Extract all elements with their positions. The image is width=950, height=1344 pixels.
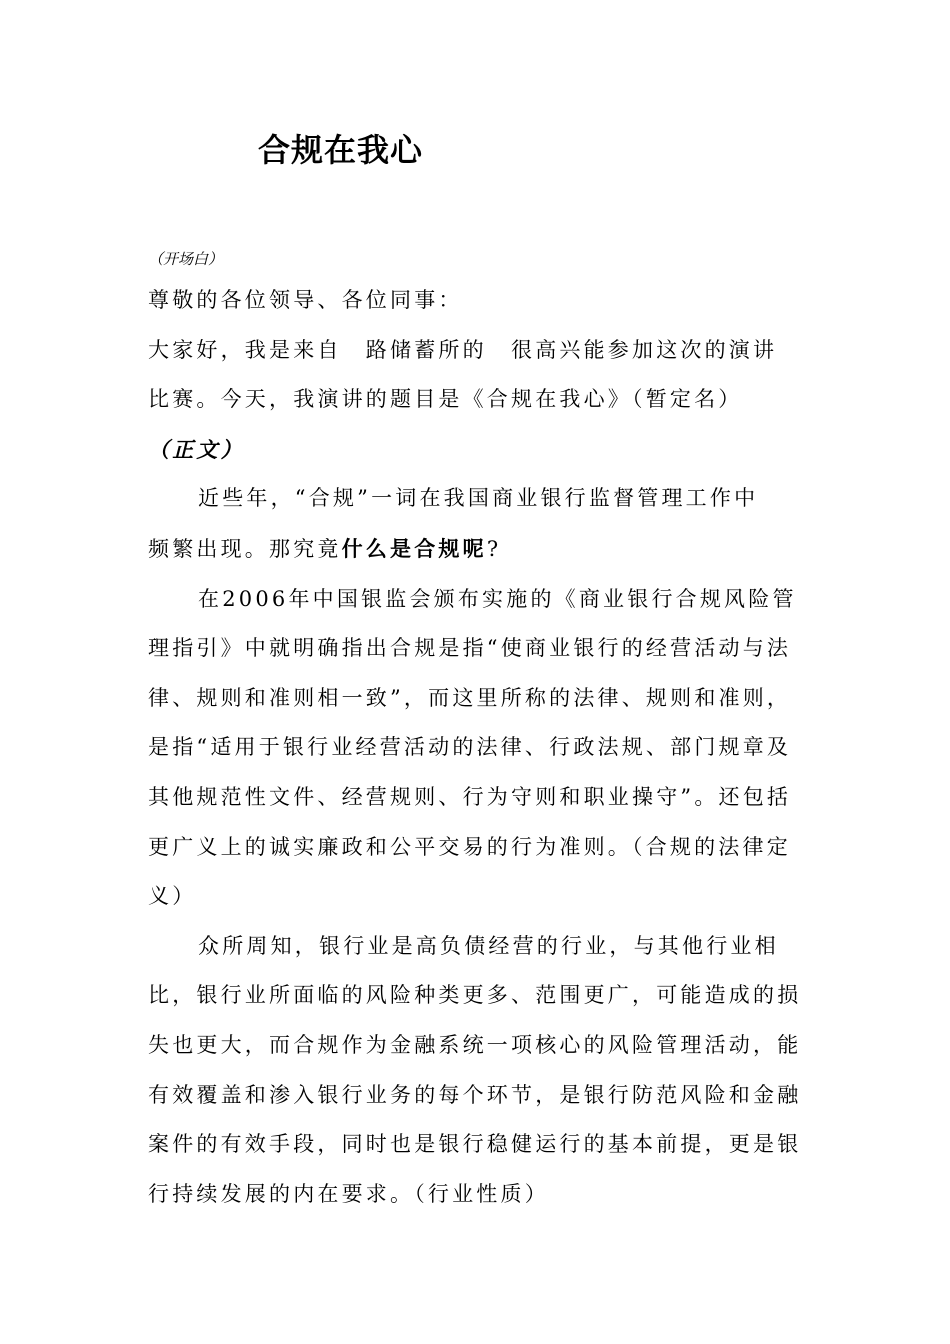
intro-line-2: 比赛。今天，我演讲的题目是《合规在我心》（暂定名）	[148, 387, 743, 412]
paragraph-1-line-2	[148, 524, 808, 575]
paragraph-1-line-1: 近些年，“合规”一词在我国商业银行监督管理工作中	[198, 486, 759, 511]
greeting: 尊敬的各位领导、各位同事：	[148, 288, 463, 312]
paragraph-1-text: 频繁出现。那究竟	[148, 536, 342, 561]
section-heading: （正文）	[148, 436, 245, 462]
paragraph-1-question-mark: ?	[486, 536, 502, 561]
document-body	[148, 246, 808, 1219]
paragraph-3: 众所周知，银行业是高负债经营的行业，与其他行业相比，银行业所面临的风险种类更多、范围更广，可能造成的损失也更大，而合规作为金融系统一项核心的风险管理活动，能有效覆盖和渗入银行业务的每个环节，是银行防范风险和金融案件的有效手段，同时也是银行稳健运行的基本前提，更是银行持续发展的内在要求。（行业性质）	[148, 933, 802, 1206]
paragraph-2: 在2006年中国银监会颁布实施的《商业银行合规风险管理指引》中就明确指出合规是指“使商业银行的经营活动与法律、规则和准则相一致”，而这里所称的法律、规则和准则，是指“适用于银行业经营活动的法律、行政法规、部门规章及其他规范性文件、经营规则、行为守则和职业操守”。还包括更广义上的诚实廉政和公平交易的行为准则。（合规的法律定义）	[148, 586, 797, 909]
opening-note: （开场白）	[148, 250, 224, 268]
paragraph-1-emphasis: 什么是合规呢	[341, 535, 487, 561]
page-title: 合规在我心	[258, 131, 424, 169]
intro-line-1: 大家好，我是来自 路储蓄所的 很高兴能参加这次的演讲	[148, 337, 778, 362]
